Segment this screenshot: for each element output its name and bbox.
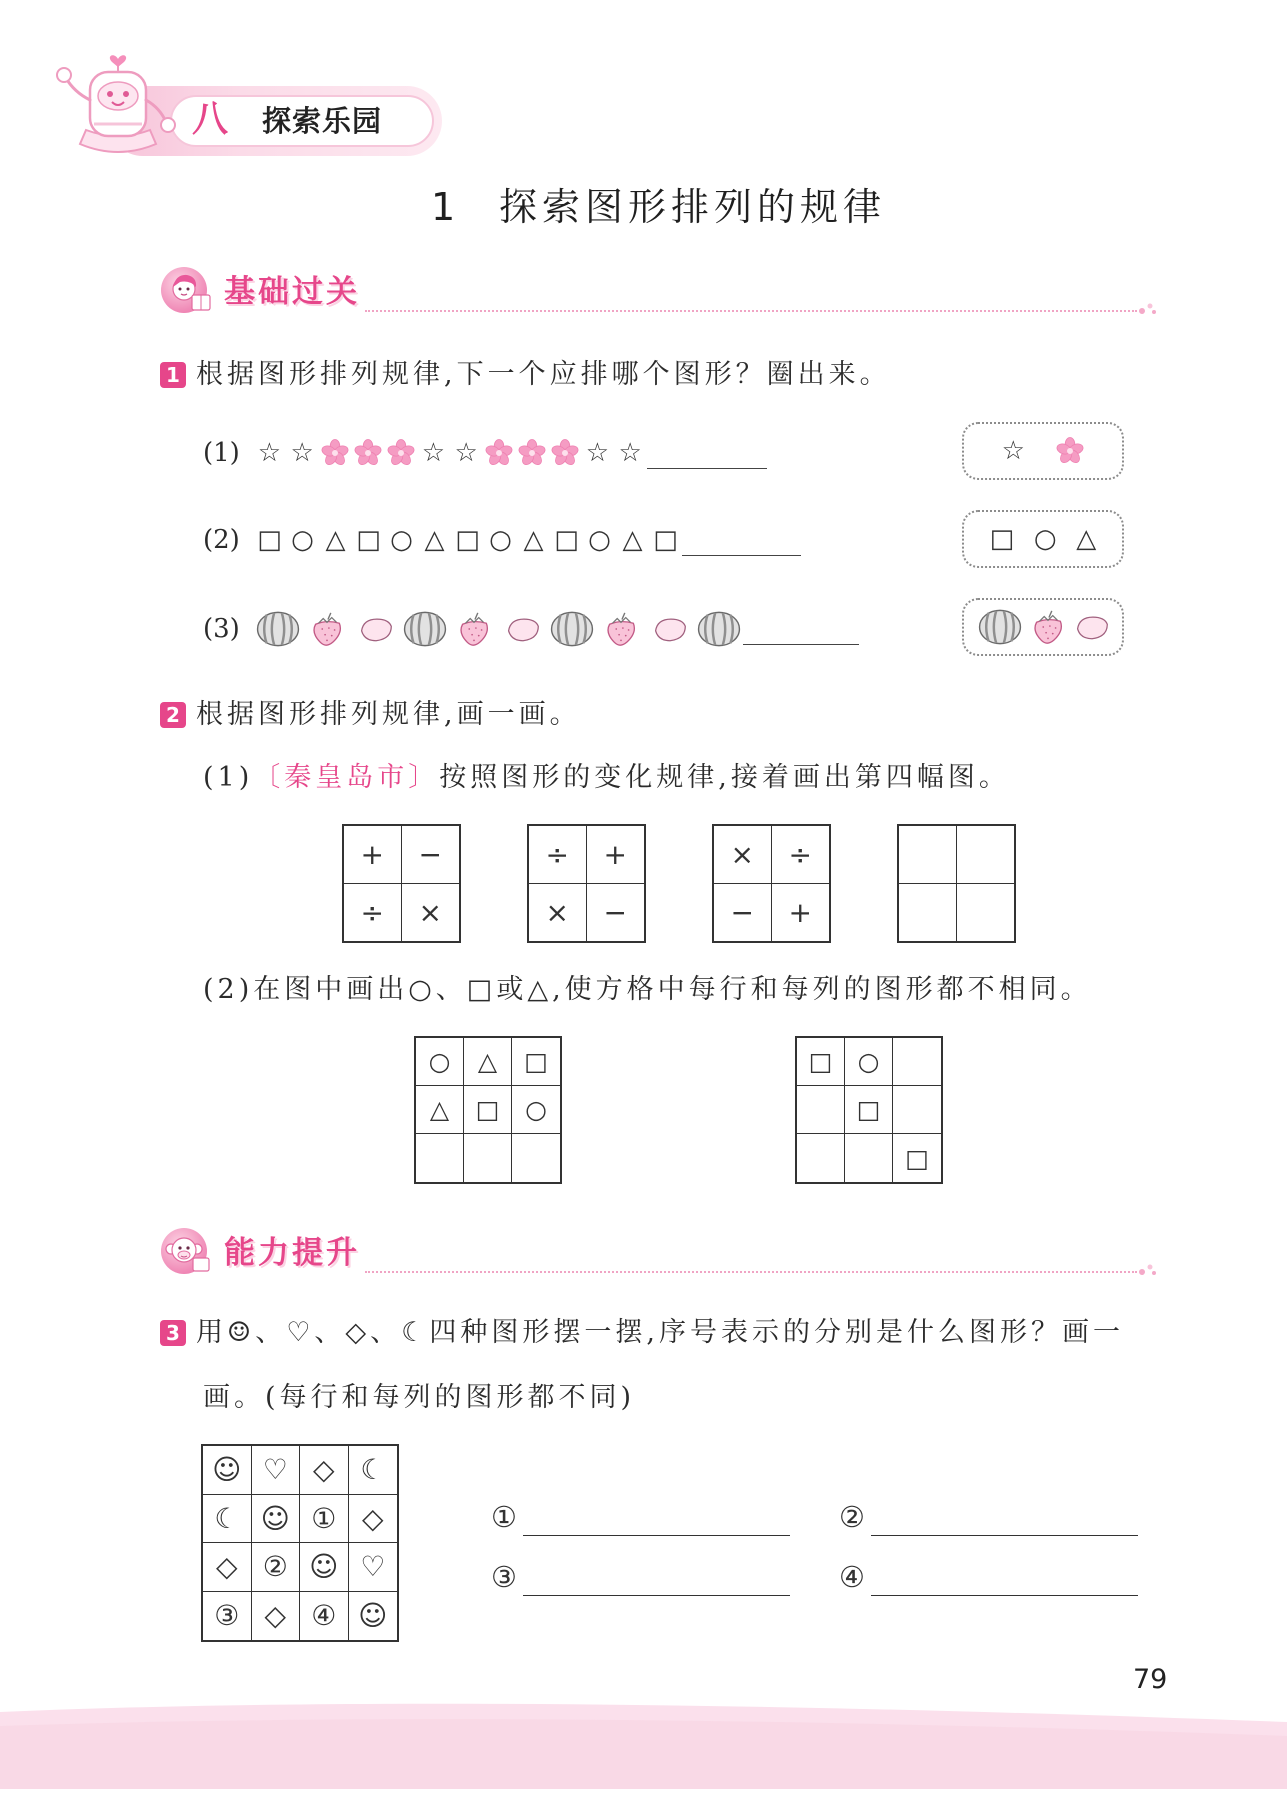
grid-cell: + [587,826,645,884]
item-label: (2) [203,525,240,555]
square-icon: □ [257,525,282,555]
empty-grid-cell [899,826,957,884]
page-number: 79 [1133,1664,1168,1695]
answer-label: ④ [839,1560,865,1594]
shape-grid [414,1036,562,1184]
circle-icon: ○ [291,525,314,555]
shape-sequence [253,433,647,473]
square-icon: □ [455,525,480,555]
operator-grid [712,824,831,943]
star-icon: ☆ [1001,436,1025,466]
flower-icon [384,433,417,473]
question-badge: 3 [160,1320,186,1346]
lemon-icon [498,609,547,649]
section-divider [365,1271,1137,1273]
grid-cell: + [788,895,812,929]
question-prompt: 根据图形排列规律,下一个应排哪个图形？圈出来。 [196,359,891,390]
empty-operator-grid [897,824,1016,943]
empty-grid-cell [416,1134,464,1182]
grid-cell: □ [905,1143,929,1173]
sequence-row [203,609,859,649]
watermelon-icon [253,609,302,649]
grid-cell: ○ [845,1038,893,1086]
star-icon: ☆ [421,438,446,468]
sub-question-text: 在图中画出○、□或△,使方格中每行和每列的图形都不相同。 [253,974,1092,1005]
robot-mascot-icon [50,46,186,162]
footer-band [0,1696,1287,1789]
empty-grid-cell [957,884,1015,942]
answer-row [491,1556,790,1596]
grid-cell: − [603,895,627,929]
strawberry-icon [302,609,351,649]
item-label: (3) [203,614,240,644]
grid-cell: ○ [416,1038,464,1086]
sub-question [203,972,1092,1008]
grid-cell: ○ [512,1086,560,1134]
strawberry-icon [1029,602,1067,652]
question-prompt: 用☺、♡、◇、☾四种图形摆一摆,序号表示的分别是什么图形？画一 [196,1317,1124,1348]
watermelon-icon [694,609,743,649]
empty-grid-cell [899,884,957,942]
grid-cell: △ [464,1038,512,1086]
shape-grid [795,1036,943,1184]
grid-cell: ÷ [344,884,402,942]
flower-icon [319,433,352,473]
divider-dots-icon [1138,301,1158,317]
monkey-section-icon [160,1225,214,1277]
sequence-row [203,433,767,473]
empty-grid-cell [845,1134,893,1182]
square-icon: □ [653,525,678,555]
grid-cell: ◇ [349,1495,398,1544]
empty-grid-cell [797,1086,845,1134]
empty-grid-cell [512,1134,560,1182]
grid-cell: ◇ [203,1543,252,1592]
grid-cell: ☺ [203,1446,252,1495]
flower-icon [515,433,548,473]
grid-cell: ◇ [300,1446,349,1495]
answer-label: ① [491,1500,517,1534]
shape-sequence [253,520,682,560]
option-box [962,510,1124,568]
answer-blank [743,625,859,645]
grid-cell: □ [797,1038,845,1086]
answer-label: ③ [491,1560,517,1594]
square-icon: □ [356,525,381,555]
grid-cell: □ [845,1086,893,1134]
grid-cell: ☺ [358,1599,388,1633]
lesson-title: 探索图形排列的规律 [499,185,887,229]
star-icon: ☆ [454,438,478,468]
region-tag: 〔秦皇岛市〕 [253,762,440,793]
grid-cell: − [714,884,772,942]
star-icon: ☆ [585,438,610,468]
strawberry-icon [449,609,498,649]
chapter-number: 八 [192,99,229,140]
watermelon-icon [547,609,596,649]
question-prompt-continued: 画。(每行和每列的图形都不同) [203,1382,636,1413]
grid-cell: × [714,826,772,884]
triangle-icon: △ [523,525,544,555]
item-label: (1) [203,438,240,468]
lesson-number: 1 [431,185,456,229]
grid-cell: ③ [203,1592,252,1641]
flower-icon [1056,426,1084,476]
grid-cell: ♡ [349,1543,398,1592]
sub-question-label: (2) [203,974,254,1005]
star-icon: ☆ [618,438,642,468]
grid-cell: ♡ [252,1446,301,1495]
grid-cell: ÷ [529,826,587,884]
answer-line [871,1498,1138,1536]
grid-cell: △ [416,1086,464,1134]
answer-row [839,1496,1138,1536]
lemon-icon [645,609,694,649]
option-box [962,422,1124,480]
question-prompt: 根据图形排列规律,画一画。 [196,699,581,730]
square-icon: □ [989,524,1015,554]
empty-grid-cell [893,1038,941,1086]
answer-line [523,1498,790,1536]
grid-cell: ☾ [203,1495,252,1544]
flower-icon [483,433,516,473]
grid-cell: □ [512,1038,560,1086]
strawberry-icon [596,609,645,649]
grid-cell: ☺ [300,1543,349,1592]
circle-icon: ○ [588,525,611,555]
symbol-grid [201,1444,399,1642]
grid-cell: ☺ [252,1495,301,1544]
grid-cell: ◇ [252,1592,301,1641]
question-badge: 1 [160,362,186,388]
lesson-heading [431,182,886,232]
question-badge: 2 [160,702,186,728]
square-icon: □ [554,525,579,555]
answer-row [491,1496,790,1536]
section-title-advanced: 能力提升 [224,1235,360,1271]
grid-cell: □ [464,1086,512,1134]
answer-row [839,1556,1138,1596]
operator-grid [342,824,461,943]
grid-cell: + [344,826,402,884]
circle-icon: ○ [489,525,512,555]
triangle-icon: △ [325,525,346,555]
triangle-icon: △ [622,525,643,555]
answer-label: ② [839,1500,865,1534]
star-icon: ☆ [290,438,314,468]
sub-question-text: 按照图形的变化规律,接着画出第四幅图。 [439,762,1010,793]
chapter-title: 探索乐园 [262,104,383,138]
empty-grid-cell [797,1134,845,1182]
answer-blank [647,449,767,469]
flower-icon [351,433,384,473]
divider-dots-icon [1138,1262,1158,1278]
star-icon: ☆ [257,438,282,468]
circle-icon: ○ [390,525,413,555]
sub-question-label: (1) [203,762,254,793]
empty-grid-cell [464,1134,512,1182]
answer-blank [682,536,801,556]
sequence-row [203,520,801,560]
grid-cell: ☾ [349,1446,398,1495]
lemon-icon [1074,602,1110,652]
circle-icon: ○ [1033,524,1057,554]
option-box [962,598,1124,656]
lemon-icon [351,609,400,649]
section-divider [365,310,1137,312]
triangle-icon: △ [1076,524,1097,554]
sub-question [203,760,1010,796]
grid-cell: × [418,895,442,929]
empty-grid-cell [957,826,1015,884]
grid-cell: − [402,826,460,884]
flower-icon [548,433,581,473]
triangle-icon: △ [424,525,445,555]
watermelon-icon [400,609,449,649]
empty-grid-cell [893,1086,941,1134]
watermelon-icon [977,602,1023,652]
operator-grid [527,824,646,943]
grid-cell: ÷ [772,826,830,884]
section-title-basic: 基础过关 [224,274,360,310]
fruit-sequence [253,609,743,649]
grid-cell: × [529,884,587,942]
answer-line [871,1558,1138,1596]
grid-cell: ④ [300,1592,349,1641]
grid-cell: ① [300,1495,349,1544]
answer-line [523,1558,790,1596]
girl-section-icon [160,264,214,316]
grid-cell: ② [252,1543,301,1592]
